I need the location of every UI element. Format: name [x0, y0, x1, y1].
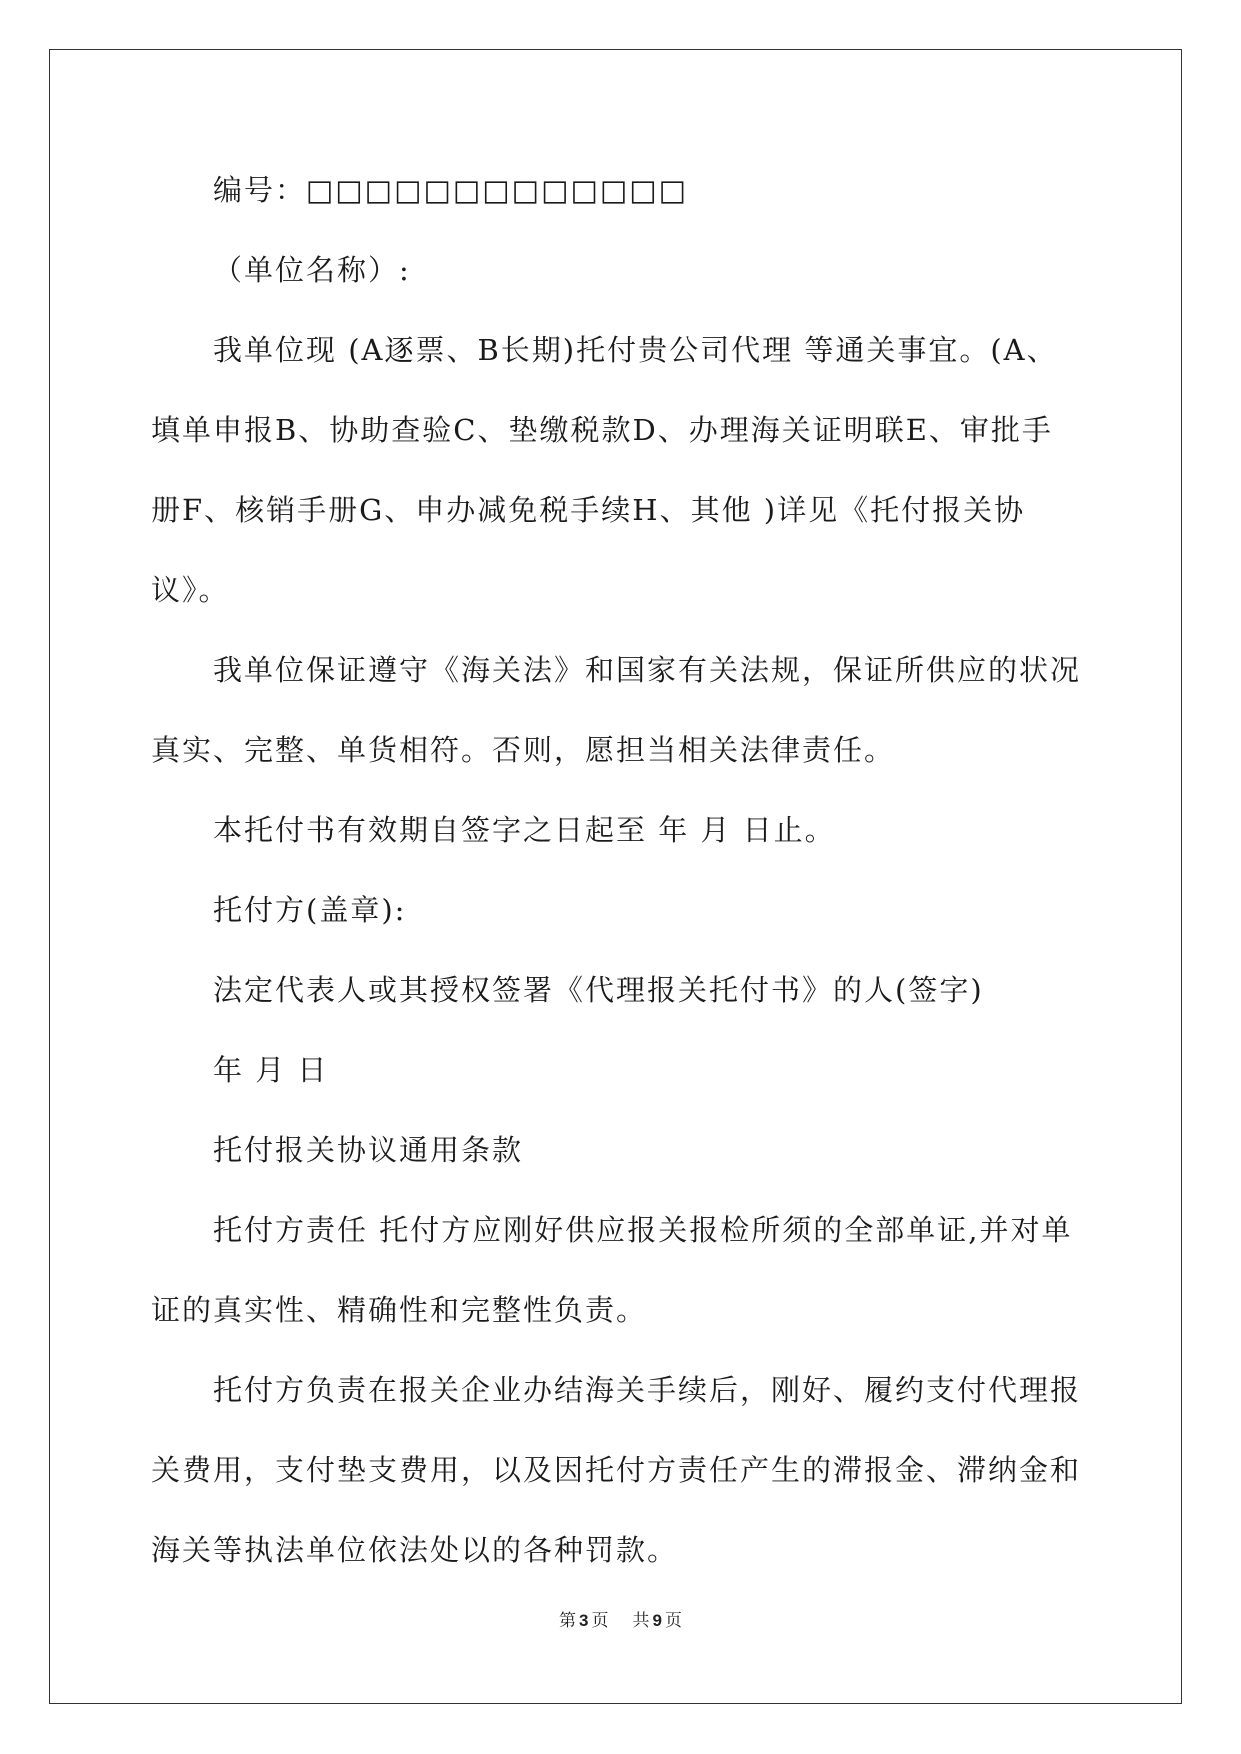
payment-paragraph: 托付方负责在报关企业办结海关手续后，刚好、履约支付代理报关费用，支付垫支费用，以及因托付方责任产生的滞报金、滞纳金和海关等执法单位依法处以的各种罚款。	[151, 1373, 1082, 1567]
total-pages-number: 9	[652, 1611, 662, 1630]
document-body	[151, 150, 1081, 1590]
entrustment-paragraph: 我单位现 (A逐票、B长期)托付贵公司代理 等通关事宜。(A、填单申报B、协助查验C、垫缴税款D、办理海关证明联E、审批手册F、核销手册G、申办减免税手续H、其他 )详见《托付报关协议》。	[151, 333, 1058, 607]
entrusting-party-seal-line: 托付方(盖章):	[213, 893, 407, 927]
current-page-number: 3	[579, 1611, 589, 1630]
unit-name-line: （单位名称）:	[213, 253, 411, 287]
guarantee-paragraph: 我单位保证遵守《海关法》和国家有关法规，保证所供应的状况真实、完整、单货相符。否则，愿担当相关法律责任。	[151, 653, 1082, 767]
footer-page-suffix: 页	[591, 1611, 609, 1630]
serial-number-line: 编号：□□□□□□□□□□□□□	[213, 173, 689, 207]
footer-total-suffix: 页	[664, 1611, 682, 1630]
footer-prefix: 第	[559, 1611, 577, 1630]
date-line: 年 月 日	[213, 1053, 329, 1087]
signatory-line: 法定代表人或其授权签署《代理报关托付书》的人(签字)	[213, 973, 984, 1007]
page-footer	[0, 1606, 1241, 1631]
responsibility-paragraph: 托付方责任 托付方应刚好供应报关报检所须的全部单证,并对单证的真实性、精确性和完整性负责。	[151, 1213, 1073, 1327]
validity-paragraph: 本托付书有效期自签字之日起至 年 月 日止。	[213, 813, 836, 847]
section-heading: 托付报关协议通用条款	[213, 1133, 524, 1167]
footer-total-prefix: 共	[632, 1611, 650, 1630]
